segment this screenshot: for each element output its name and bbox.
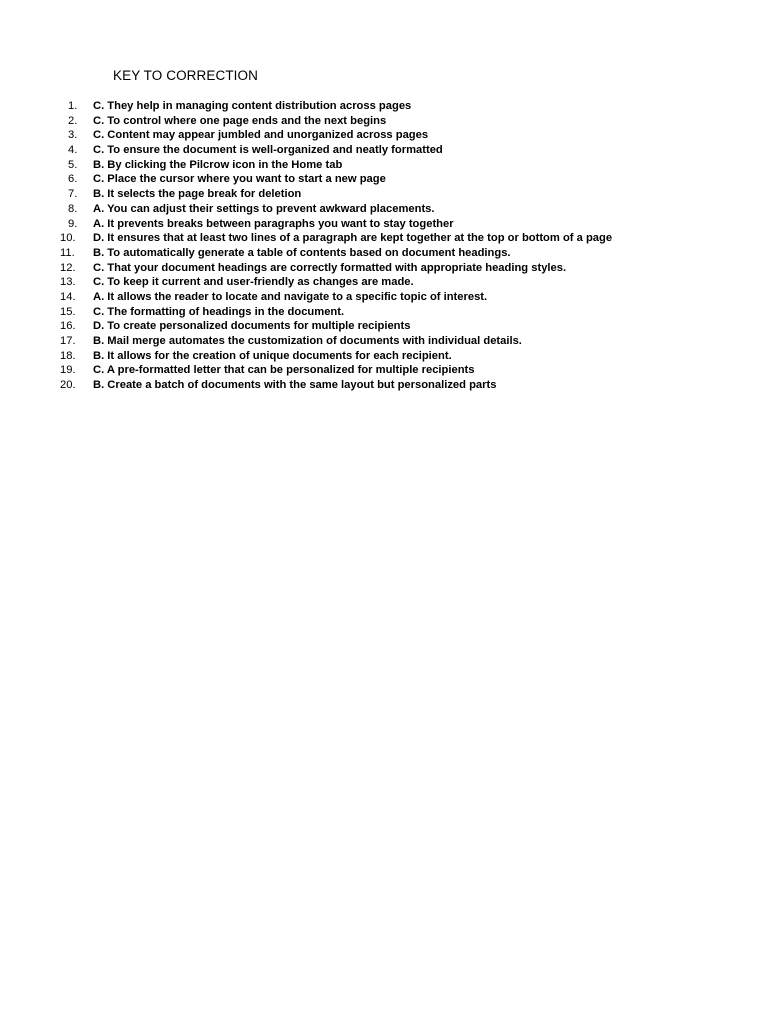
answer-item bbox=[60, 319, 612, 334]
answer-text: C. The formatting of headings in the document. bbox=[93, 305, 345, 318]
answer-number: 6. bbox=[68, 173, 78, 186]
answer-text: C. To keep it current and user-friendly as changes are made. bbox=[93, 276, 414, 289]
answer-item bbox=[60, 231, 612, 246]
answer-number: 10. bbox=[60, 232, 76, 245]
answer-number: 17. bbox=[60, 335, 76, 347]
answer-item bbox=[60, 261, 612, 276]
answer-number: 3. bbox=[68, 129, 78, 142]
answer-number: 2. bbox=[68, 114, 78, 127]
answer-text: C. A pre-formatted letter that can be personalized for multiple recipients bbox=[93, 364, 475, 377]
answer-number: 8. bbox=[68, 202, 78, 215]
answer-text: B. By clicking the Pilcrow icon in the Home tab bbox=[93, 158, 343, 171]
answer-text: A. It allows the reader to locate and navigate to a specific topic of interest. bbox=[93, 290, 488, 303]
answer-item bbox=[60, 128, 612, 143]
answer-text: B. Create a batch of documents with the same layout but personalized parts bbox=[93, 379, 497, 392]
answer-item bbox=[60, 246, 612, 261]
answer-item bbox=[60, 99, 612, 114]
answer-item bbox=[60, 378, 612, 393]
answer-list bbox=[60, 99, 612, 393]
answer-text: B. It selects the page break for deletion bbox=[93, 188, 302, 201]
answer-number: 5. bbox=[68, 158, 78, 171]
answer-number: 9. bbox=[68, 217, 78, 230]
answer-text: A. You can adjust their settings to prevent awkward placements. bbox=[93, 202, 435, 215]
answer-item bbox=[60, 202, 612, 217]
answer-text: D. To create personalized documents for multiple recipients bbox=[93, 320, 411, 333]
answer-number: 1. bbox=[68, 100, 78, 112]
answer-text: B. It allows for the creation of unique documents for each recipient. bbox=[93, 349, 452, 362]
answer-item bbox=[60, 172, 612, 187]
answer-item bbox=[60, 187, 612, 202]
answer-text: A. It prevents breaks between paragraphs you want to stay together bbox=[93, 217, 454, 230]
answer-number: 7. bbox=[68, 188, 78, 201]
answer-number: 18. bbox=[60, 349, 76, 362]
answer-item bbox=[60, 349, 612, 364]
answer-item bbox=[60, 305, 612, 320]
answer-item bbox=[60, 158, 612, 173]
answer-number: 4. bbox=[68, 144, 78, 157]
answer-item bbox=[60, 290, 612, 305]
answer-item bbox=[60, 275, 612, 290]
answer-number: 13. bbox=[60, 276, 76, 289]
answer-number: 12. bbox=[60, 261, 76, 274]
answer-text: B. Mail merge automates the customization of documents with individual details. bbox=[93, 335, 522, 347]
page-title: KEY TO CORRECTION bbox=[113, 68, 258, 83]
answer-item bbox=[60, 334, 612, 349]
answer-item bbox=[60, 143, 612, 158]
answer-item bbox=[60, 114, 612, 129]
answer-number: 14. bbox=[60, 290, 76, 303]
answer-text: B. To automatically generate a table of contents based on document headings. bbox=[93, 246, 511, 259]
answer-number: 20. bbox=[60, 379, 76, 392]
answer-item bbox=[60, 363, 612, 378]
answer-number: 19. bbox=[60, 364, 76, 377]
answer-item bbox=[60, 217, 612, 232]
answer-text: C. Content may appear jumbled and unorganized across pages bbox=[93, 129, 429, 142]
answer-number: 11. bbox=[60, 246, 75, 259]
answer-text: C. They help in managing content distribution across pages bbox=[93, 100, 412, 112]
answer-number: 15. bbox=[60, 305, 76, 318]
answer-text: C. To ensure the document is well-organized and neatly formatted bbox=[93, 144, 443, 157]
answer-text: C. That your document headings are correctly formatted with appropriate heading styles. bbox=[93, 261, 567, 274]
answer-text: C. To control where one page ends and the next begins bbox=[93, 114, 387, 127]
answer-number: 16. bbox=[60, 320, 76, 333]
answer-text: D. It ensures that at least two lines of a paragraph are kept together at the top or bottom of a page bbox=[93, 232, 613, 245]
answer-text: C. Place the cursor where you want to start a new page bbox=[93, 173, 386, 186]
